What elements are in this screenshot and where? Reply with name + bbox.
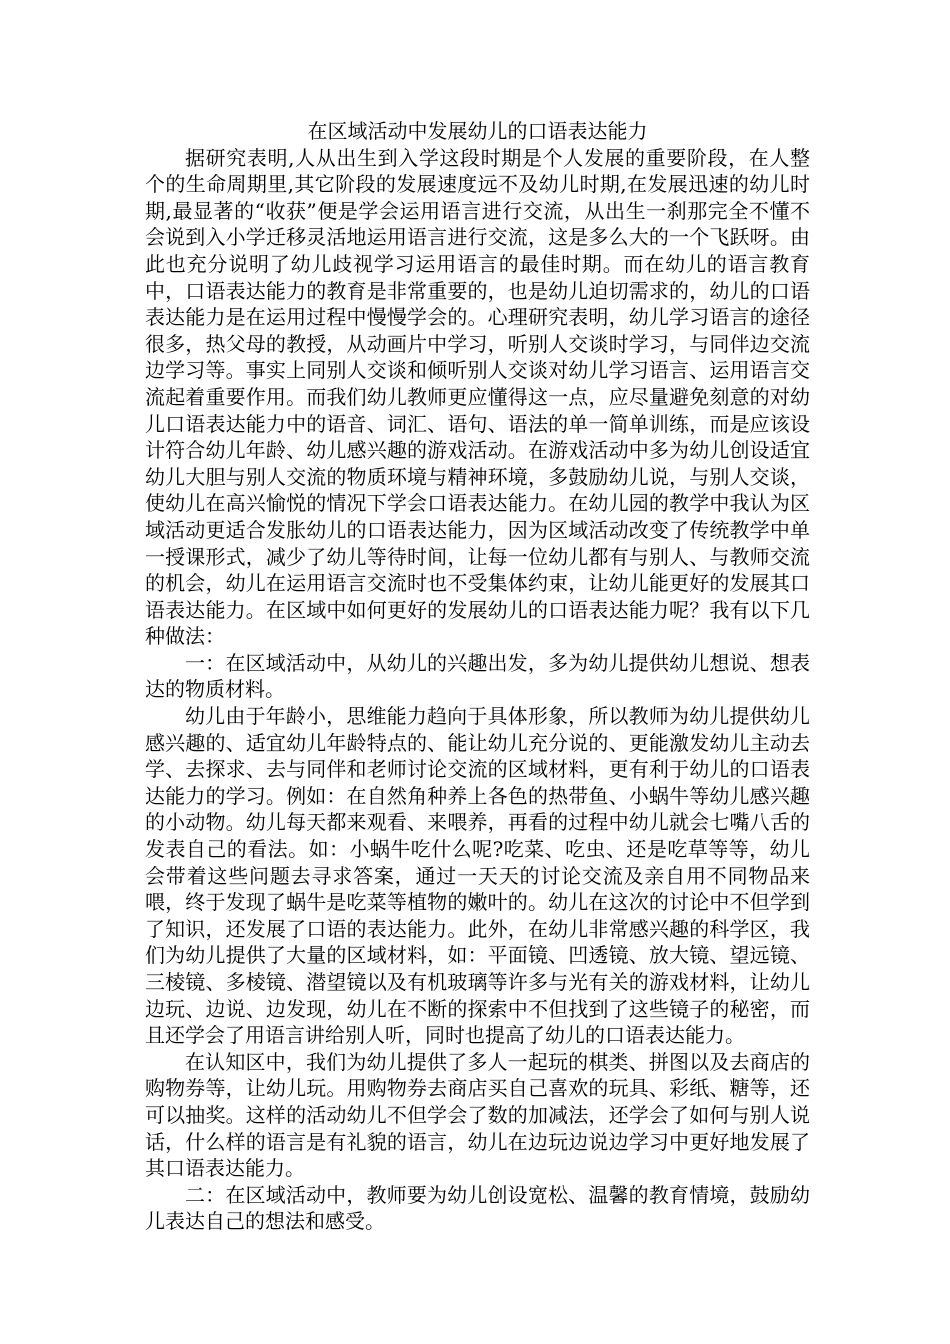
document-body [145, 118, 810, 1235]
document-title: 在区域活动中发展幼儿的口语表达能力 [307, 119, 648, 143]
paragraph-heading-1: 一：在区域活动中，从幼儿的兴趣出发，多为幼儿提供幼儿想说、想表达的物质材料。 [145, 650, 810, 702]
paragraph-intro: 据研究表明,人从出生到入学这段时期是个人发展的重要阶段，在人整个的生命周期里,其它阶段的发展速度远不及幼儿时期,在发展迅速的幼儿时期,最显著的“收获”便是学会运用语言进行交流，从出生一刹那完全不懂不会说到入小学迁移灵活地运用语言进行交流，这是多么大的一个飞跃呀。由此也充分说明了幼儿歧视学习运用语言的最佳时期。而在幼儿的语言教育中，口语表达能力的教育是非常重要的，也是幼儿迫切需求的，幼儿的口语表达能力是在运用过程中慢慢学会的。心理研究表明，幼儿学习语言的途径很多，热父母的教授，从动画片中学习，听别人交谈时学习，与同伴边交流边学习等。事实上同别人交谈和倾听别人交谈对幼儿学习语言、运用语言交流起着重要作用。而我们幼儿教师更应懂得这一点，应尽量避免刻意的对幼儿口语表达能力中的语音、词汇、语句、语法的单一简单训练，而是应该设计符合幼儿年龄、幼儿感兴趣的游戏活动。在游戏活动中多为幼儿创设适宜幼儿大胆与别人交流的物质环境与精神环境，多鼓励幼儿说，与别人交谈，使幼儿在高兴愉悦的情况下学会口语表达能力。在幼儿园的教学中我认为区域活动更适合发胀幼儿的口语表达能力，因为区域活动改变了传统教学中单一授课形式，减少了幼儿等待时间，让每一位幼儿都有与别人、与教师交流的机会，幼儿在运用语言交流时也不受集体约束，让幼儿能更好的发展其口语表达能力。在区域中如何更好的发展幼儿的口语表达能力呢？我有以下几种做法： [145, 145, 810, 649]
paragraph-heading-2: 二：在区域活动中，教师要为幼儿创设宽松、温馨的教育情境，鼓励幼儿表达自己的想法和感受。 [145, 1182, 810, 1234]
paragraph-cognitive-area: 在认知区中，我们为幼儿提供了多人一起玩的棋类、拼图以及去商店的购物券等，让幼儿玩。用购物券去商店买自己喜欢的玩具、彩纸、糖等，还可以抽奖。这样的活动幼儿不但学会了数的加减法，还学会了如何与别人说话，什么样的语言是有礼貌的语言，幼儿在边玩边说边学习中更好地发展了其口语表达能力。 [145, 1049, 810, 1181]
paragraph-materials: 幼儿由于年龄小，思维能力趋向于具体形象，所以教师为幼儿提供幼儿感兴趣的、适宜幼儿年龄特点的、能让幼儿充分说的、更能激发幼儿主动去学、去探求、去与同伴和老师讨论交流的区域材料，更有利于幼儿的口语表达能力的学习。例如：在自然角种养上各色的热带鱼、小蜗牛等幼儿感兴趣的小动物。幼儿每天都来观看、来喂养，再看的过程中幼儿就会七嘴八舌的发表自己的看法。如：小蜗牛吃什么呢?吃菜、吃虫、还是吃草等等，幼儿会带着这些问题去寻求答案，通过一天天的讨论交流及亲自用不同物品来喂，终于发现了蜗牛是吃菜等植物的嫩叶的。幼儿在这次的讨论中不但学到了知识，还发展了口语的表达能力。此外，在幼儿非常感兴趣的科学区，我们为幼儿提供了大量的区域材料，如：平面镜、凹透镜、放大镜、望远镜、三棱镜、多棱镜、潜望镜以及有机玻璃等许多与光有关的游戏材料，让幼儿边玩、边说、边发现，幼儿在不断的探索中不但找到了这些镜子的秘密，而且还学会了用语言讲给别人听，同时也提高了幼儿的口语表达能力。 [145, 704, 810, 1048]
